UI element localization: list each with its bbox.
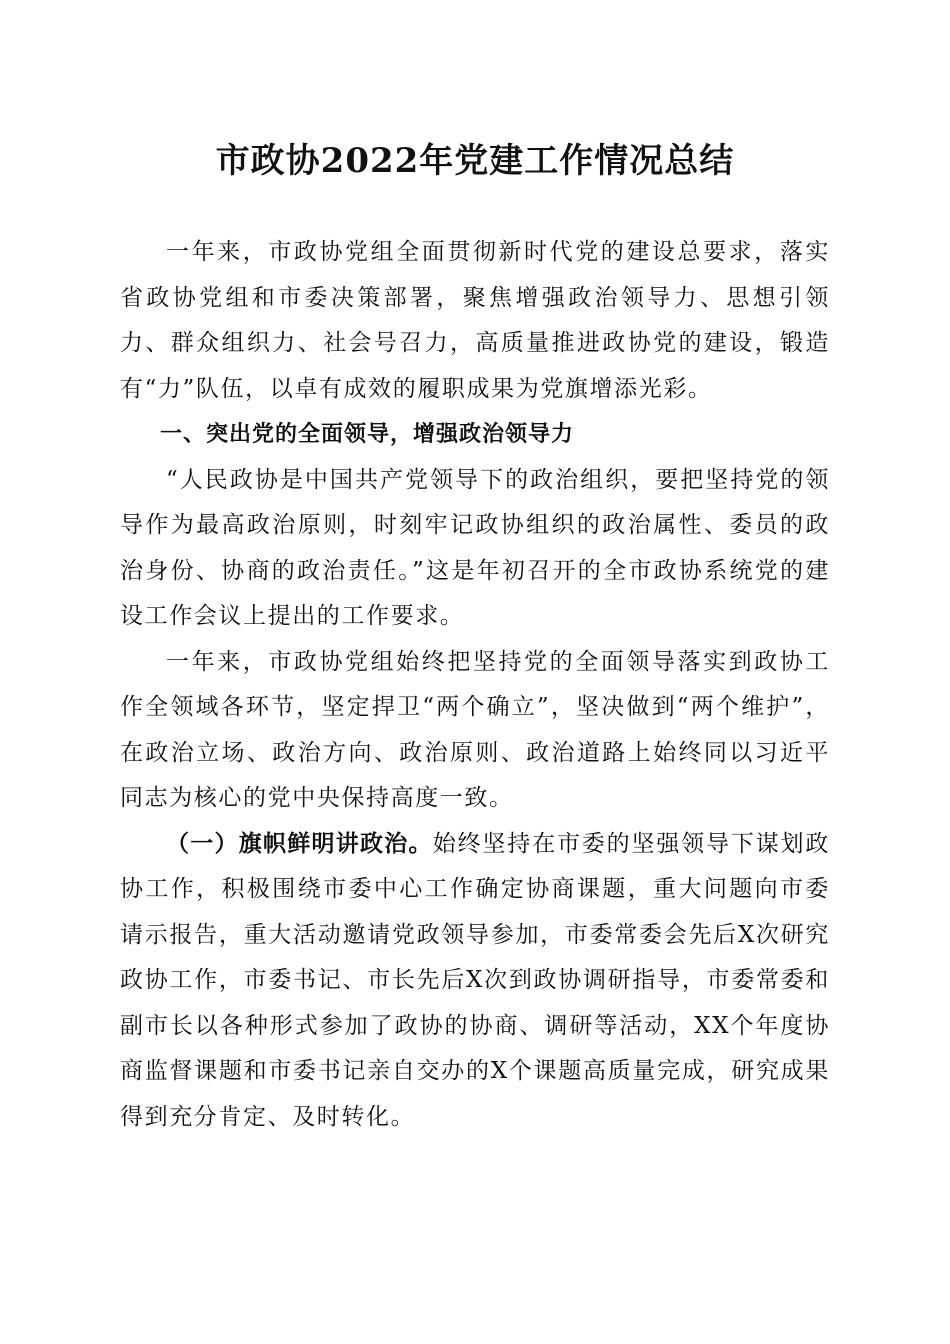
subsection-lead-1: （一）旗帜鲜明讲政治。 — [166, 830, 433, 857]
quote-paragraph: “人民政协是中国共产党领导下的政治组织，要把坚持党的领导作为最高政治原则，时刻牢记政协组织的政治属性、委员的政治身份、协商的政治责任。”这是年初召开的全市政协系统党的建设工作会议上提出的工作要求。 — [120, 466, 830, 629]
subsection-paragraph-1 — [120, 822, 830, 1141]
document-body — [120, 230, 830, 1140]
intro-paragraph: 一年来，市政协党组全面贯彻新时代党的建设总要求，落实省政协党组和市委决策部署，聚焦增强政治领导力、思想引领力、群众组织力、社会号召力，高质量推进政协党的建设，锻造有“力”队伍，以卓有成效的履职成果为党旗增添光彩。 — [120, 239, 830, 402]
section-heading-1: 一、突出党的全面领导，增强政治领导力 — [160, 422, 575, 447]
subsection-text-1: 始终坚持在市委的坚强领导下谋划政协工作，积极围绕市委中心工作确定协商课题，重大问题向市委请示报告，重大活动邀请党政领导参加，市委常委会先后X次研究政协工作，市委书记、市长先后X次到政协调研指导，市委常委和副市长以各种形式参加了政协的协商、调研等活动，XX个年度协商监督课题和市委书记亲自交办的X个课题高质量完成，研究成果得到充分肯定、及时转化。 — [120, 830, 831, 1130]
paragraph-2: 一年来，市政协党组始终把坚持党的全面领导落实到政协工作全领域各环节，坚定捍卫“两个确立”，坚决做到“两个维护”，在政治立场、政治方向、政治原则、政治道路上始终同以习近平同志为核心的党中央保持高度一致。 — [120, 648, 830, 811]
document-title: 市政协2022年党建工作情况总结 — [215, 141, 735, 181]
